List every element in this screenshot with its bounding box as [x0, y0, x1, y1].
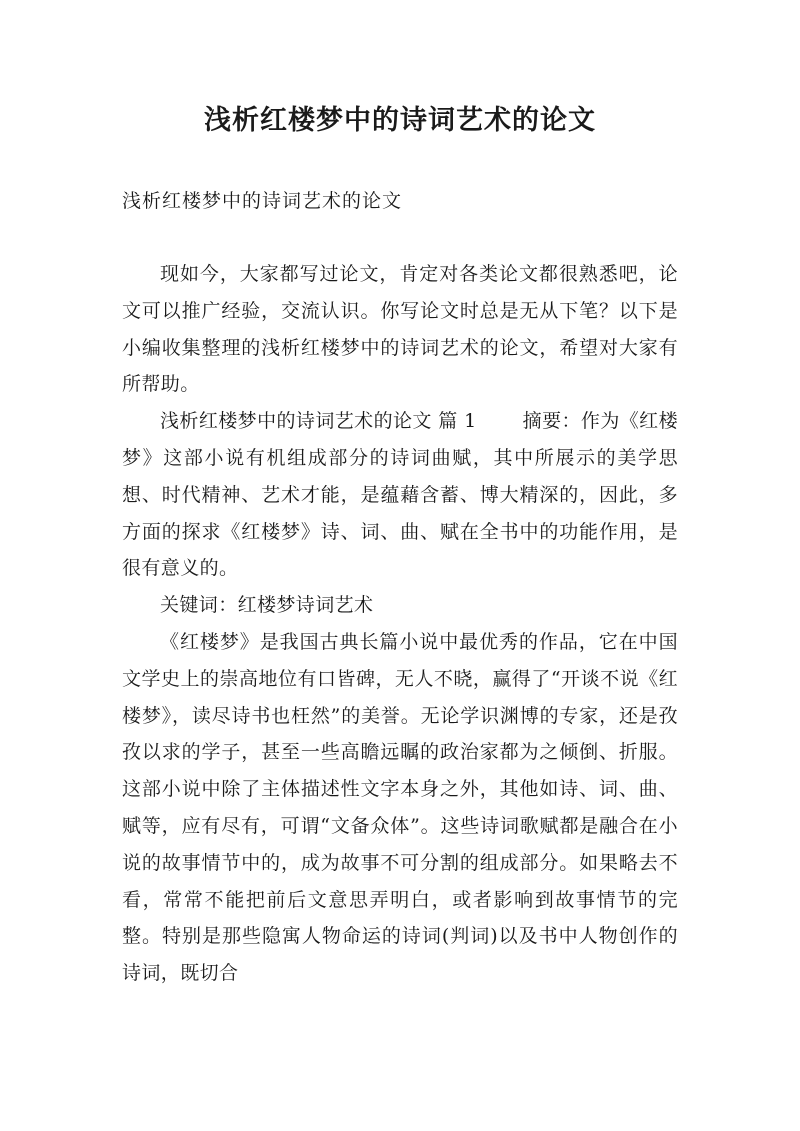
document-body: [122, 256, 678, 992]
main-paragraph: 《红楼梦》是我国古典长篇小说中最优秀的作品，它在中国文学史上的崇高地位有口皆碑，无人不晓，赢得了“开谈不说《红楼梦》，读尽诗书也枉然”的美誉。无论学识渊博的专家，还是孜孜以求的学子，甚至一些高瞻远瞩的政治家都为之倾倒、折服。这部小说中除了主体描述性文字本身之外，其他如诗、词、曲、赋等，应有尽有，可谓“文备众体”。这些诗词歌赋都是融合在小说的故事情节中的，成为故事不可分割的组成部分。如果略去不看，常常不能把前后文意思弄明白，或者影响到故事情节的完整。特别是那些隐寓人物命运的诗词(判词)以及书中人物创作的诗词，既切合: [122, 630, 678, 985]
document-title: 浅析红楼梦中的诗词艺术的论文: [204, 105, 596, 136]
article-heading: 浅析红楼梦中的诗词艺术的论文 篇 1: [160, 410, 477, 433]
abstract-text: 摘要：作为《红楼梦》这部小说有机组成部分的诗词曲赋，其中所展示的美学思想、时代精神、艺术才能，是蕴藉含蓄、博大精深的，因此，多方面的探求《红楼梦》诗、词、曲、赋在全书中的功能作用，是很有意义的。: [122, 410, 678, 580]
intro-paragraph: 现如今，大家都写过论文，肯定对各类论文都很熟悉吧，论文可以推广经验，交流认识。你写论文时总是无从下笔？以下是小编收集整理的浅析红楼梦中的诗词艺术的论文，希望对大家有所帮助。: [122, 263, 678, 396]
abstract-paragraph: [122, 403, 678, 587]
keywords-paragraph: 关键词：红楼梦诗词艺术: [160, 594, 374, 617]
document-subtitle: 浅析红楼梦中的诗词艺术的论文: [122, 190, 403, 212]
